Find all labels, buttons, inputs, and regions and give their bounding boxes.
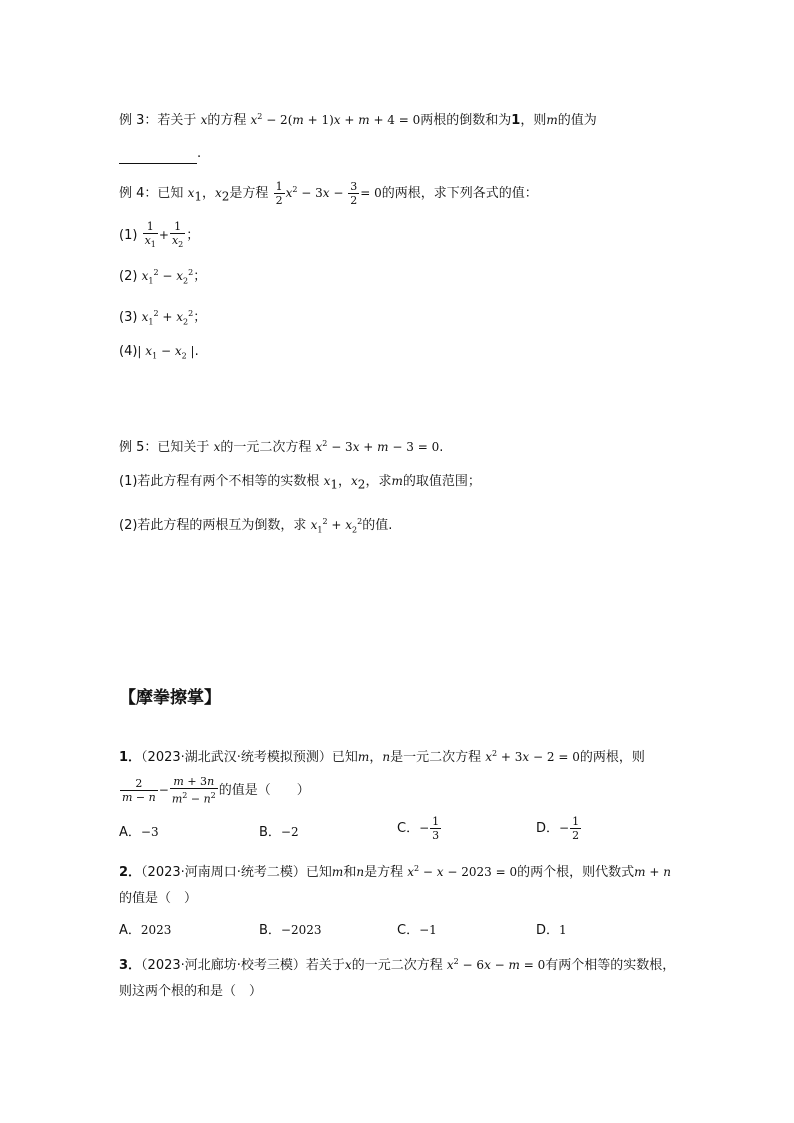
equation: $x^2 - 2(m + 1)x + m + 4 = 0$ — [250, 112, 421, 127]
problem-1-line2: $\frac{2}{m - n}$ − $\frac{m + 3n}{m^2 - n^2}$ 的值是（ ） — [122, 775, 310, 806]
example-4-item-3: (3) $x_1^2 + x_2^2$； — [119, 309, 207, 327]
problem-2-option-b[interactable]: B．−2023 — [259, 923, 322, 938]
example-4-item-2: (2) $x_1^2 - x_2^2$； — [119, 268, 207, 286]
problem-2-source: （2023·河南周口·统考二模） — [141, 865, 306, 880]
problem-2-option-a[interactable]: A．2023 — [119, 923, 172, 938]
problem-3-line1: 3．（2023·河北廊坊·校考三模）若关于x的一元二次方程 $x^2 - 6x - m = 0$有两个相等的实数根， — [119, 957, 676, 973]
answer-blank[interactable] — [119, 149, 197, 164]
problem-1-option-d[interactable]: D．− $\frac{1}{2}$ — [536, 815, 580, 842]
problem-1-line1: 1．（2023·湖北武汉·统考模拟预测）已知m，n是一元二次方程 $x^2 + 3x - 2 = 0$的两根，则 — [119, 749, 645, 765]
problem-1-source: （2023·湖北武汉·统考模拟预测） — [141, 750, 332, 765]
problem-1-option-b[interactable]: B．−2 — [259, 825, 299, 840]
example-3-label: 例 3： — [119, 113, 158, 128]
problem-2-line2: 的值是（ ） — [119, 891, 198, 906]
example-3-line1: 例 3：若关于 x的方程 $x^2 - 2(m + 1)x + m + 4 = 0$两根的倒数和为1，则m的值为 — [119, 112, 597, 128]
section-heading: 【摩拳擦掌】 — [119, 688, 221, 708]
fraction-one-half: $\frac{1}{2}$ — [275, 180, 283, 207]
problem-3-source: （2023·河北廊坊·校考三模） — [141, 958, 306, 973]
problem-2-option-c[interactable]: C．−1 — [397, 923, 437, 938]
problem-3-line2: 则这两个根的和是（ ） — [119, 984, 263, 999]
answer-blank-line: . — [119, 144, 201, 164]
example-4-item-4: (4)| $x_1 - x_2$ |. — [119, 344, 199, 361]
problem-2-line1: 2．（2023·河南周口·统考二模）已知m和n是方程 $x^2 - x - 2023 = 0$的两个根，则代数式m + n — [119, 864, 671, 880]
example-5-line1: 例 5：已知关于 x的一元二次方程 $x^2 - 3x + m - 3 = 0$. — [119, 439, 444, 455]
example-5-label: 例 5： — [119, 440, 158, 455]
problem-1-option-a[interactable]: A．−3 — [119, 825, 159, 840]
example-5-q2: (2)若此方程的两根互为倒数，求 $x_1^2 + x_2^2$的值. — [119, 517, 393, 535]
example-4-item-1: (1) $\frac{1}{x_1}$ + $\frac{1}{x_2}$ ； — [119, 220, 200, 250]
example-5-q1: (1)若此方程有两个不相等的实数根 $x_1$，$x_2$，求m的取值范围； — [119, 474, 481, 492]
fraction-three-halves: $\frac{3}{2}$ — [350, 180, 358, 207]
problem-1-option-c[interactable]: C．− $\frac{1}{3}$ — [397, 815, 440, 842]
example-4-line1: 例 4：已知 $x_1$，$x_2$是方程 $\frac{1}{2}$ $x^2 - 3x$ − $\frac{3}{2}$ = 0的两根，求下列各式的值： — [119, 180, 538, 207]
problem-2-option-d[interactable]: D．1 — [536, 923, 567, 938]
example-4-label: 例 4： — [119, 186, 158, 201]
